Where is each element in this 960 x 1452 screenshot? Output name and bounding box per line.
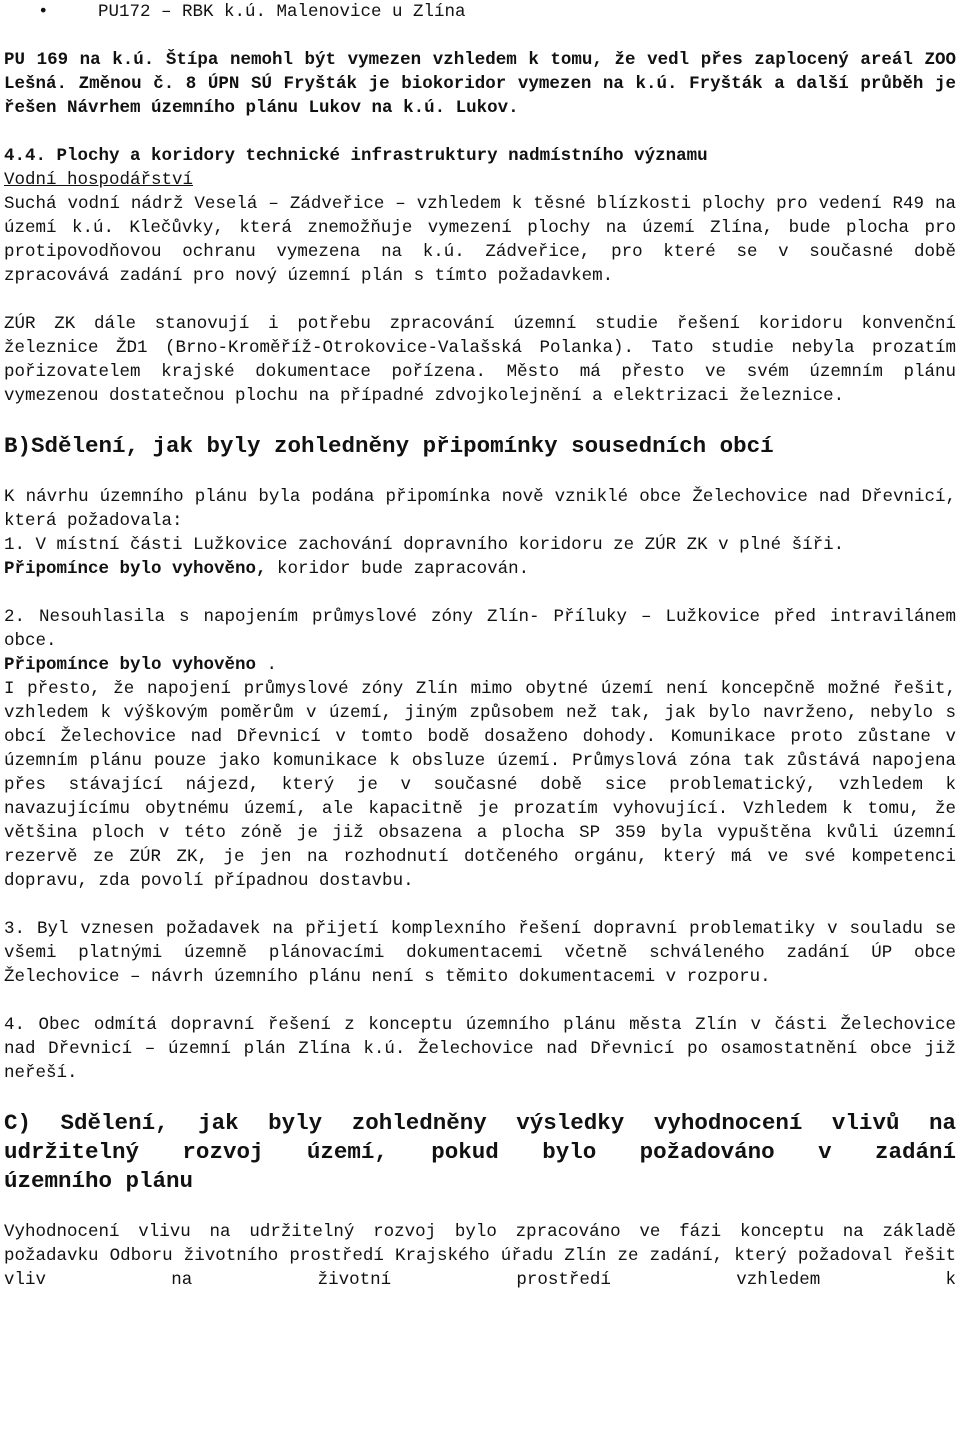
section-b-item-1-result xyxy=(4,557,956,581)
item-1-result-rest: koridor bude zapracován. xyxy=(266,559,530,579)
section-4-4-paragraph-2: ZÚR ZK dále stanovují i potřebu zpracování územní studie řešení koridoru konvenční železnice ŽD1 (Brno-Kroměříž-Otrokovice-Valašská Polanka). Tato studie nebyla prozatím pořizovatelem krajské dokumentace pořízena. Město má přesto ve svém územním plánu vymezenou dostatečnou plochu na případné zdvojkolejnění a elektrizaci železnice. xyxy=(4,314,956,406)
pu169-paragraph: PU 169 na k.ú. Štípa nemohl být vymezen vzhledem k tomu, že vedl přes zaplocený areál ZOO Lešná. Změnou č. 8 ÚPN SÚ Fryšták je biokoridor vymezen na k.ú. Fryšták a další průběh je řešen Návrhem územního plánu Lukov na k.ú. Lukov. xyxy=(4,50,956,118)
section-b-item-1: 1. V místní části Lužkovice zachování dopravního koridoru ze ZÚR ZK v plné šíři. xyxy=(4,535,845,555)
section-c-heading-line-1: C) Sdělení, jak byly zohledněny výsledky vyhodnocení vlivů na xyxy=(4,1110,956,1136)
section-c-paragraph: Vyhodnocení vlivu na udržitelný rozvoj bylo zpracováno ve fázi konceptu na základě požadavku Odboru životního prostředí Krajského úřadu Zlín ze zadání, který požadoval řešit vliv na životní prostředí vzhledem k xyxy=(4,1222,956,1290)
section-4-4-subheading: Vodní hospodářství xyxy=(4,170,194,190)
section-b-item-2: 2. Nesouhlasila s napojením průmyslové zóny Zlín- Příluky – Lužkovice před intravilánem obce. xyxy=(4,607,956,651)
item-2-result-bold: Připomínce bylo vyhověno xyxy=(4,655,257,675)
item-1-result-bold: Připomínce bylo vyhověno, xyxy=(4,559,267,579)
section-b-item-3: 3. Byl vznesen požadavek na přijetí komplexního řešení dopravní problematiky v souladu se všemi platnými územně plánovacími dokumentacemi včetně schváleného zadání ÚP obce Želechovice – návrh územního plánu není s těmito dokumentacemi v rozporu. xyxy=(4,919,956,987)
item-2-result-dot: . xyxy=(256,655,278,675)
section-b-intro: K návrhu územního plánu byla podána připomínka nově vzniklé obce Želechovice nad Dřevnicí, která požadovala: xyxy=(4,487,956,531)
section-b-item-2-body: I přesto, že napojení průmyslové zóny Zlín mimo obytné území není koncepčně možné řešit, vzhledem k výškovým poměrům v území, jiným způsobem než tak, jak bylo navrženo, nebylo s obcí Želechovice nad Dřevnicí v tomto bodě dosaženo dohody. Komunikace proto zůstane v územním plánu pouze jako komunikace k obsluze území. Průmyslová zóna tak zůstává napojena přes stávající nájezd, který je v současné době sice problematický, vzhledem k navazujícímu obytnému území, ale kapacitně je prozatím vyhovující. Vzhledem k tomu, že většina ploch v této zóně je již obsazena a plocha SP 359 byla vypuštěna kvůli územní rezervě ze ZÚR ZK, je jen na rozhodnutí dotčeného orgánu, který má ve své kompetenci dopravu, zda povolí případnou dostavbu. xyxy=(4,679,956,891)
section-c-heading xyxy=(4,1109,956,1196)
bullet-text: PU172 – RBK k.ú. Malenovice u Zlína xyxy=(98,2,466,22)
section-c-heading-line-2: udržitelný rozvoj území, pokud bylo požadováno v zadání xyxy=(4,1139,956,1165)
section-4-4-heading: 4.4. Plochy a koridory technické infrastruktury nadmístního významu xyxy=(4,146,708,166)
section-c-heading-line-3: územního plánu xyxy=(4,1168,194,1194)
section-4-4-paragraph-1: Suchá vodní nádrž Veselá – Zádveřice – vzhledem k těsné blízkosti plochy pro vedení R49 na území k.ú. Klečůvky, která znemožňuje vymezení plochy na území Zlína, bude plocha pro protipovodňovou ochranu vymezena na k.ú. Zádveřice, pro které se v současné době zpracovává zadání pro nový územní plán s tímto požadavkem. xyxy=(4,194,956,286)
bullet-item xyxy=(4,0,956,24)
bullet-icon: • xyxy=(38,2,49,22)
section-b-item-2-result xyxy=(4,653,956,677)
section-b-item-4: 4. Obec odmítá dopravní řešení z konceptu územního plánu města Zlín v části Želechovice nad Dřevnicí – územní plán Zlína k.ú. Želechovice nad Dřevnicí po osamostatnění obce již neřeší. xyxy=(4,1015,956,1083)
section-b-heading: B)Sdělení, jak byly zohledněny připomínky sousedních obcí xyxy=(4,433,774,459)
